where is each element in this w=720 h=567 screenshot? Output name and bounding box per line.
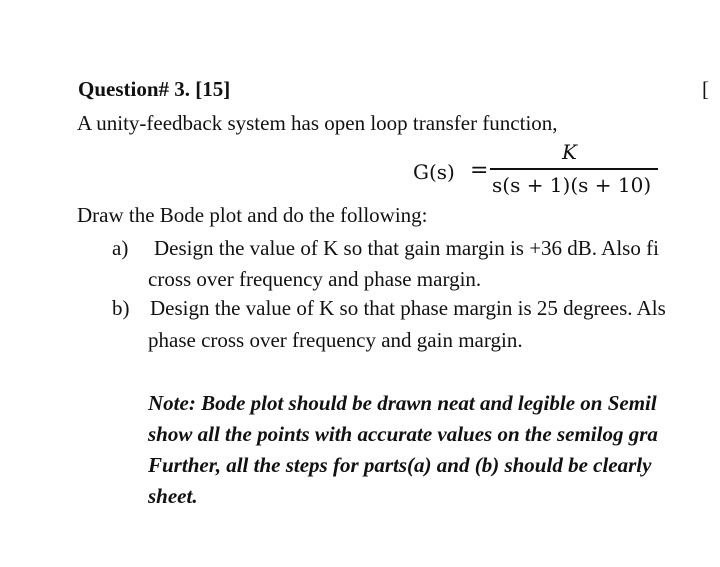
part-a-line1: Design the value of K so that gain margin is +36 dB. Also fi [154, 236, 659, 260]
part-b-letter: b) [112, 296, 130, 320]
part-a-letter: a) [112, 236, 129, 260]
note-line-1: Note: Bode plot should be drawn neat and legible on Semil [148, 391, 657, 415]
fraction-bar [490, 168, 658, 170]
note-line-2: show all the points with accurate values on the semilog gra [148, 422, 658, 446]
instructions: Draw the Bode plot and do the following: [77, 203, 428, 227]
question-intro: A unity-feedback system has open loop transfer function, [77, 111, 558, 135]
note-line-4: sheet. [148, 484, 198, 508]
question-title: Question# 3. [15] [78, 77, 231, 101]
equation-lhs: G(s) [413, 160, 455, 184]
note-line-3: Further, all the steps for parts(a) and (b) should be clearly [148, 453, 652, 477]
equation-equals: = [470, 158, 489, 183]
marks-bracket: [ [702, 77, 709, 101]
equation-numerator: K [562, 140, 577, 164]
part-b-line1: Design the value of K so that phase margin is 25 degrees. Als [150, 296, 666, 320]
part-b-line2: phase cross over frequency and gain margin. [148, 328, 523, 352]
equation-denominator: s(s + 1)(s + 10) [492, 173, 652, 197]
part-a-line2: cross over frequency and phase margin. [148, 267, 482, 291]
